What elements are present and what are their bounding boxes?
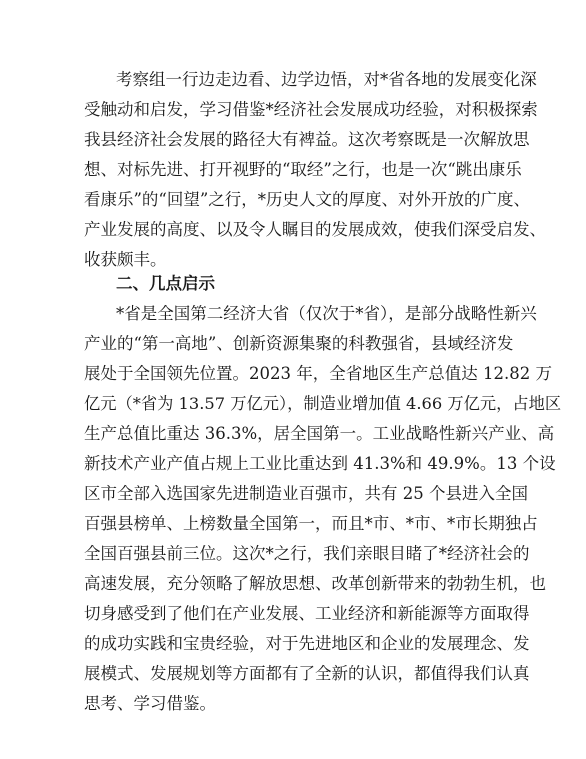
paragraph-2-line-8: 百强县榜单、上榜数量全国第一，而且*市、*市、*市长期独占 <box>84 514 538 533</box>
paragraph-2-line-1: *省是全国第二经济大省（仅次于*省），是部分战略性新兴 <box>116 304 537 323</box>
paragraph-2-line-5: 生产总值比重达 36.3%，居全国第一。工业战略性新兴产业、高 <box>84 424 555 443</box>
paragraph-2-line-11: 切身感受到了他们在产业发展、工业经济和新能源等方面取得 <box>84 604 530 623</box>
paragraph-2-line-6: 新技术产业产值占规上工业比重达到 41.3%和 49.9%。13 个设 <box>84 454 556 473</box>
section-heading: 二、几点启示 <box>116 274 215 293</box>
paragraph-2-line-4: 亿元（*省为 13.57 万亿元），制造业增加值 4.66 万亿元，占地区 <box>84 394 562 413</box>
paragraph-1-line-7: 收获颇丰。 <box>84 250 167 269</box>
paragraph-1-line-3: 我县经济社会发展的路径大有裨益。这次考察既是一次解放思 <box>84 130 530 149</box>
paragraph-2-line-7: 区市全部入选国家先进制造业百强市，共有 25 个县进入全国 <box>84 484 528 503</box>
paragraph-1-line-5: 看康乐”的“回望”之行，*历史人文的厚度、对外开放的广度、 <box>84 190 531 209</box>
paragraph-2-line-2: 产业的“第一高地”、创新资源集聚的科教强省，县域经济发 <box>84 334 514 353</box>
paragraph-1-line-4: 想、对标先进、打开视野的“取经”之行，也是一次“跳出康乐 <box>84 160 522 179</box>
paragraph-2-line-3: 展处于全国领先位置。2023 年，全省地区生产总值达 12.82 万 <box>84 364 552 383</box>
paragraph-1-line-1: 考察组一行边走边看、边学边悟，对*省各地的发展变化深 <box>116 70 537 89</box>
paragraph-1-line-6: 产业发展的高度、以及令人瞩目的发展成效，使我们深受启发、 <box>84 220 546 239</box>
paragraph-1-line-2: 受触动和启发，学习借鉴*经济社会发展成功经验，对积极探索 <box>84 100 538 119</box>
paragraph-2-line-14: 思考、学习借鉴。 <box>84 694 216 713</box>
paragraph-2-line-12: 的成功实践和宝贵经验，对于先进地区和企业的发展理念、发 <box>84 634 530 653</box>
paragraph-2-line-13: 展模式、发展规划等方面都有了全新的认识，都值得我们认真 <box>84 664 530 683</box>
paragraph-2-line-9: 全国百强县前三位。这次*之行，我们亲眼目睹了*经济社会的 <box>84 544 530 563</box>
paragraph-2-line-10: 高速发展，充分领略了解放思想、改革创新带来的勃勃生机，也 <box>84 574 546 593</box>
